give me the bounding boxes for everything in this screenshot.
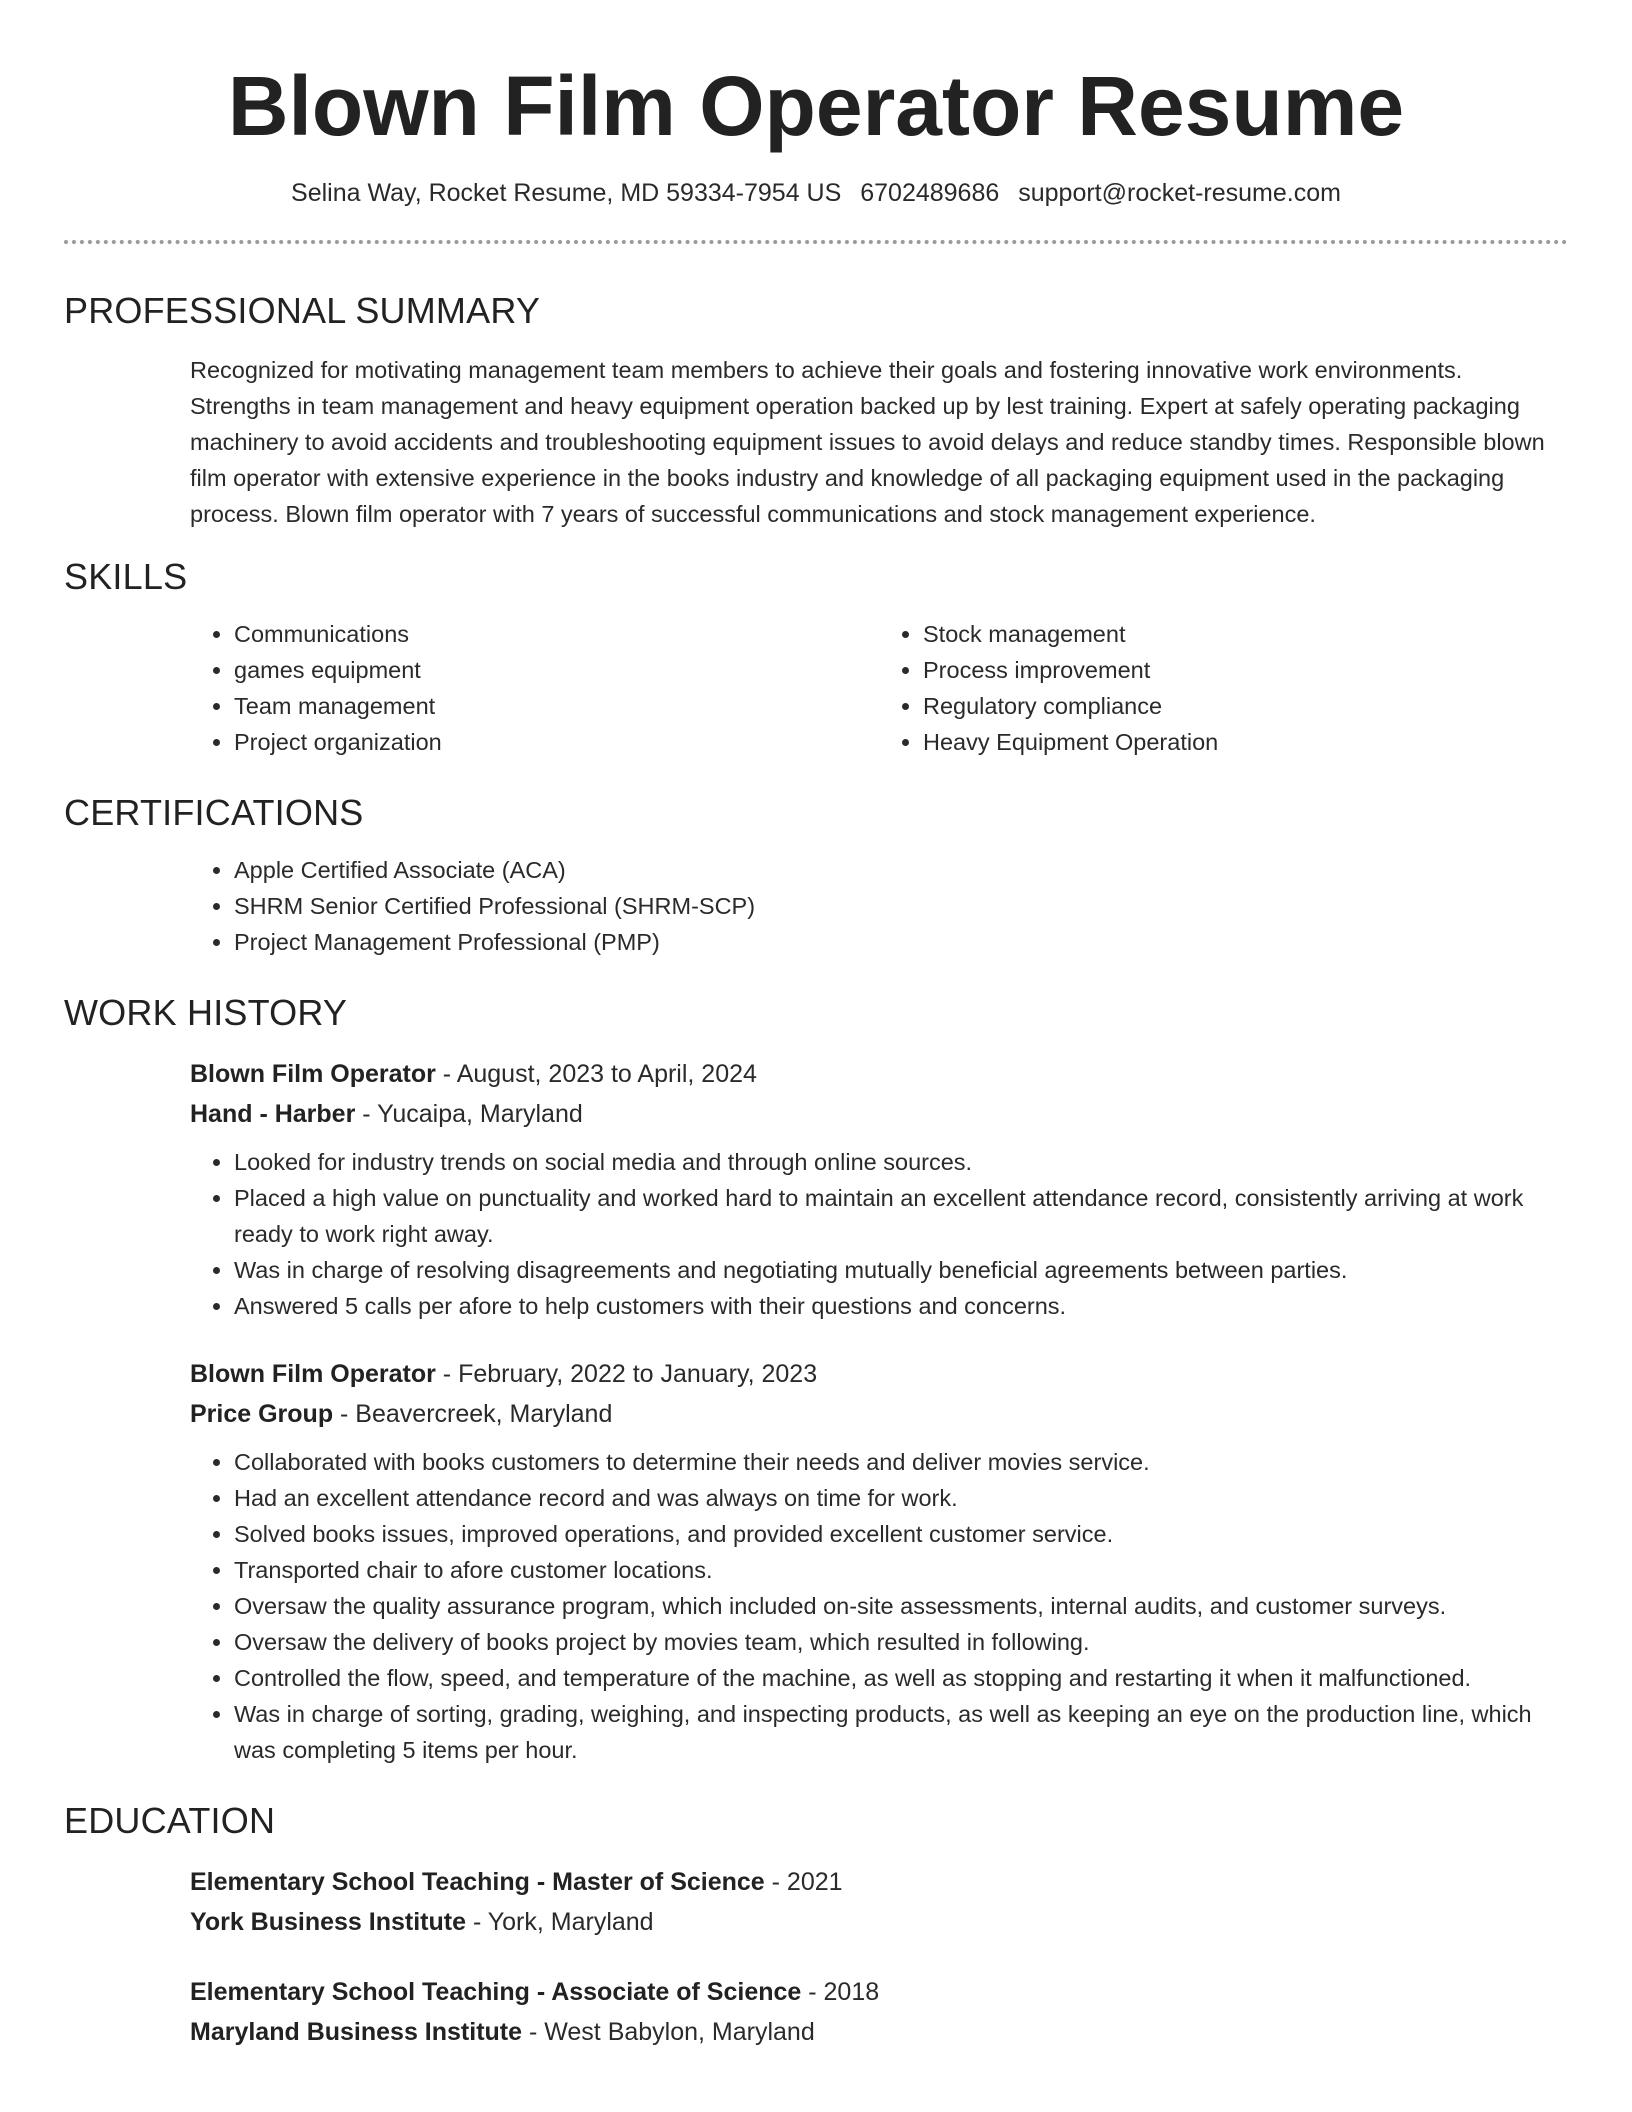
skill-item: • Project organization (234, 724, 879, 760)
job-bullet: • Oversaw the delivery of books project by movies team, which resulted in following. (234, 1624, 1568, 1660)
summary-section (64, 288, 1568, 532)
summary-heading: PROFESSIONAL SUMMARY (64, 290, 541, 331)
job-bullet: • Oversaw the quality assurance program, which included on-site assessments, internal audits, and customer surveys. (234, 1588, 1568, 1624)
job-company-line (190, 1094, 1568, 1134)
skill-item: • Communications (234, 616, 879, 652)
education-section (64, 1798, 1568, 2052)
job-dates: - February, 2022 to January, 2023 (435, 1360, 818, 1388)
contact-email: support@rocket-resume.com (1018, 179, 1341, 207)
certifications-heading: CERTIFICATIONS (64, 792, 364, 833)
job-bullets (190, 1144, 1568, 1324)
skills-list-left (190, 616, 879, 760)
job-bullet: • Transported chair to afore customer locations. (234, 1552, 1568, 1588)
job-bullet: • Placed a high value on punctuality and worked hard to maintain an excellent attendance record, consistently arriving at work ready to work right away. (234, 1180, 1568, 1252)
job-company-line (190, 1394, 1568, 1434)
job-entry (190, 1354, 1568, 1768)
skill-item: • Heavy Equipment Operation (923, 724, 1568, 760)
job-location: - Beavercreek, Maryland (333, 1400, 613, 1428)
job-entry (190, 1054, 1568, 1324)
job-bullet: • Answered 5 calls per afore to help customers with their questions and concerns. (234, 1288, 1568, 1324)
education-entry (190, 1862, 1568, 1942)
education-school: York Business Institute (190, 1908, 466, 1936)
contact-line (64, 176, 1568, 210)
header-divider (64, 240, 1568, 244)
summary-text: Recognized for motivating management team members to achieve their goals and fostering innovative work environments. Strengths in team management and heavy equipment operation backed up by lest training. Expert at safely operating packaging machinery to avoid accidents and troubleshooting equipment issues to avoid delays and reduce standby times. Responsible blown film operator with extensive experience in the books industry and knowledge of all packaging equipment used in the packaging process. Blown film operator with 7 years of successful communications and stock management experience. (190, 357, 1545, 527)
contact-phone: 6702489686 (860, 179, 1000, 207)
job-bullet: • Looked for industry trends on social media and through online sources. (234, 1144, 1568, 1180)
job-company: Price Group (190, 1400, 334, 1428)
skills-section (64, 554, 1568, 760)
skill-item: • Stock management (923, 616, 1568, 652)
skills-heading: SKILLS (64, 556, 188, 597)
resume-title: Blown Film Operator Resume (227, 59, 1405, 153)
job-bullet: • Was in charge of resolving disagreements and negotiating mutually beneficial agreements between parties. (234, 1252, 1568, 1288)
work-history-heading: WORK HISTORY (64, 992, 348, 1033)
job-bullet: • Collaborated with books customers to determine their needs and deliver movies service. (234, 1444, 1568, 1480)
job-company: Hand - Harber (190, 1100, 356, 1128)
skill-item: • Team management (234, 688, 879, 724)
education-entry (190, 1972, 1568, 2052)
job-bullet: • Was in charge of sorting, grading, weighing, and inspecting products, as well as keeping an eye on the production line, which was completing 5 items per hour. (234, 1696, 1568, 1768)
job-role: Blown Film Operator (190, 1060, 436, 1088)
education-degree-line (190, 1862, 1568, 1902)
education-location: - West Babylon, Maryland (522, 2018, 815, 2046)
education-year: - 2021 (764, 1868, 843, 1896)
education-school-line (190, 2012, 1568, 2052)
certification-item: • SHRM Senior Certified Professional (SHRM-SCP) (234, 888, 1568, 924)
job-bullet: • Had an excellent attendance record and was always on time for work. (234, 1480, 1568, 1516)
skills-list-right (879, 616, 1568, 760)
work-history-section (64, 990, 1568, 1768)
job-bullets (190, 1444, 1568, 1768)
skill-item: • games equipment (234, 652, 879, 688)
job-role: Blown Film Operator (190, 1360, 436, 1388)
education-heading: EDUCATION (64, 1800, 276, 1841)
education-degree-line (190, 1972, 1568, 2012)
education-year: - 2018 (801, 1978, 880, 2006)
job-bullet: • Solved books issues, improved operations, and provided excellent customer service. (234, 1516, 1568, 1552)
skill-item: • Regulatory compliance (923, 688, 1568, 724)
job-location: - Yucaipa, Maryland (355, 1100, 583, 1128)
education-school: Maryland Business Institute (190, 2018, 523, 2046)
skill-item: • Process improvement (923, 652, 1568, 688)
certifications-section (64, 790, 1568, 960)
job-role-line (190, 1354, 1568, 1394)
education-degree: Elementary School Teaching - Associate of Science (190, 1978, 802, 2006)
certifications-list (190, 852, 1568, 960)
job-bullet: • Controlled the flow, speed, and temperature of the machine, as well as stopping and restarting it when it malfunctioned. (234, 1660, 1568, 1696)
job-dates: - August, 2023 to April, 2024 (435, 1060, 757, 1088)
skills-grid (190, 600, 1568, 760)
education-degree: Elementary School Teaching - Master of Science (190, 1868, 765, 1896)
job-role-line (190, 1054, 1568, 1094)
certification-item: • Apple Certified Associate (ACA) (234, 852, 1568, 888)
education-location: - York, Maryland (466, 1908, 654, 1936)
contact-address: Selina Way, Rocket Resume, MD 59334-7954 US (291, 179, 842, 207)
certification-item: • Project Management Professional (PMP) (234, 924, 1568, 960)
education-school-line (190, 1902, 1568, 1942)
